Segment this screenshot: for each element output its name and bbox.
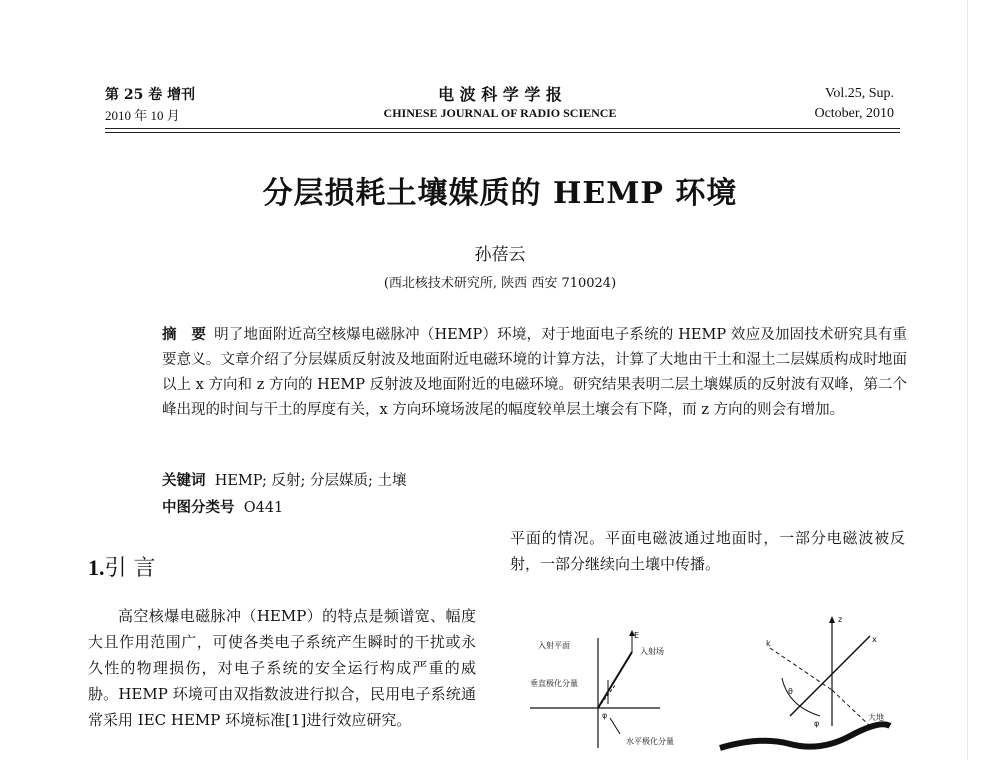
figure-diagrams xyxy=(520,608,910,760)
keywords-label: 关键词 xyxy=(162,473,206,489)
section-heading xyxy=(88,551,156,582)
fig-left-incident-ray xyxy=(598,652,632,708)
figure-incident-plane xyxy=(530,630,674,748)
fig-right-label-phi: φ xyxy=(814,719,820,728)
intro-paragraph-left: 高空核爆电磁脉冲（HEMP）的特点是频谱宽、幅度大且作用范围广，可使各类电子系统产生瞬时的干扰或永久性的物理损伤，对电子系统的安全运行构成严重的威胁。HEMP 环境可由双指数波进行拟合，民用电子系统通常采用 IEC HEMP 环境标准[1]进行效应研究。 xyxy=(88,607,476,729)
header-journal-english: CHINESE JOURNAL OF RADIO SCIENCE xyxy=(383,106,617,120)
fig-left-label-vertical-pol: 垂直极化分量 xyxy=(530,679,578,688)
paper-author: 孙蓓云 xyxy=(474,245,526,265)
fig-left-label-E: E xyxy=(634,631,640,640)
fig-right-x-direction xyxy=(790,636,870,716)
header-rule-thin xyxy=(105,132,900,133)
fig-right-label-ground: 大地 xyxy=(868,713,884,722)
paper-title: 分层损耗土壤媒质的 HEMP 环境 xyxy=(262,176,738,211)
fig-right-k-vector xyxy=(770,648,832,690)
figure-coordinate-system xyxy=(720,615,890,748)
fig-right-label-x: x xyxy=(872,635,877,644)
fig-right-label-theta: θ xyxy=(788,687,793,696)
fig-left-label-phi: φ xyxy=(602,711,608,720)
classification-label: 中图分类号 xyxy=(162,500,235,516)
classification-text: O441 xyxy=(243,500,284,516)
fig-right-label-z: z xyxy=(838,615,843,624)
section-number: 1. xyxy=(88,555,105,580)
classification xyxy=(162,496,283,517)
fig-left-label-incident-plane: 入射平面 xyxy=(538,641,570,650)
section-title: 引 言 xyxy=(104,556,156,581)
fig-left-label-incident-wave: 入射场 xyxy=(640,647,664,656)
fig-left-label-horizontal-pol: 水平极化分量 xyxy=(626,737,674,746)
header-date-en: October, 2010 xyxy=(814,106,894,121)
header-rule xyxy=(105,128,900,129)
abstract xyxy=(162,323,907,423)
fig-right-projection xyxy=(832,690,870,726)
header-journal-name: 电 波 科 学 学 报 xyxy=(438,85,562,104)
paper-affiliation: (西北核技术研究所, 陕西 西安 710024) xyxy=(383,276,617,291)
keywords-text: HEMP; 反射; 分层媒质; 土壤 xyxy=(214,473,407,489)
fig-right-angle-arc xyxy=(782,678,820,716)
fig-left-horizontal-component xyxy=(610,718,620,734)
keywords xyxy=(162,469,407,490)
intro-paragraph-right: 平面的情况。平面电磁波通过地面时，一部分电磁波被反射，一部分继续向土壤中传播。 xyxy=(510,529,905,573)
header-vol-en: Vol.25, Sup. xyxy=(825,86,894,101)
abstract-label: 摘 要 xyxy=(162,327,207,343)
fig-right-ground-surface xyxy=(720,724,890,748)
header-date: 2010 年 10 月 xyxy=(105,108,180,123)
fig-right-z-arrowhead xyxy=(829,616,835,623)
header-volume: 第 25 卷 增刊 xyxy=(105,87,196,103)
fig-right-label-k: k xyxy=(766,639,771,648)
abstract-text: 明了地面附近高空核爆电磁脉冲（HEMP）环境，对于地面电子系统的 HEMP 效应及加固技术研究具有重要意义。文章介绍了分层媒质反射波及地面附近电磁环境的计算方法，计算了大地由干土和湿土二层媒质构成时地面以上 x 方向和 z 方向的 HEMP 反射波及地面附近的电磁环境。研究结果表明二层土壤媒质的反射波有双峰，第二个峰出现的时间与干土的厚度有关，x 方向环境场波尾的幅度较单层土壤会有下降，而 z 方向的则会有增加。 xyxy=(162,327,907,418)
